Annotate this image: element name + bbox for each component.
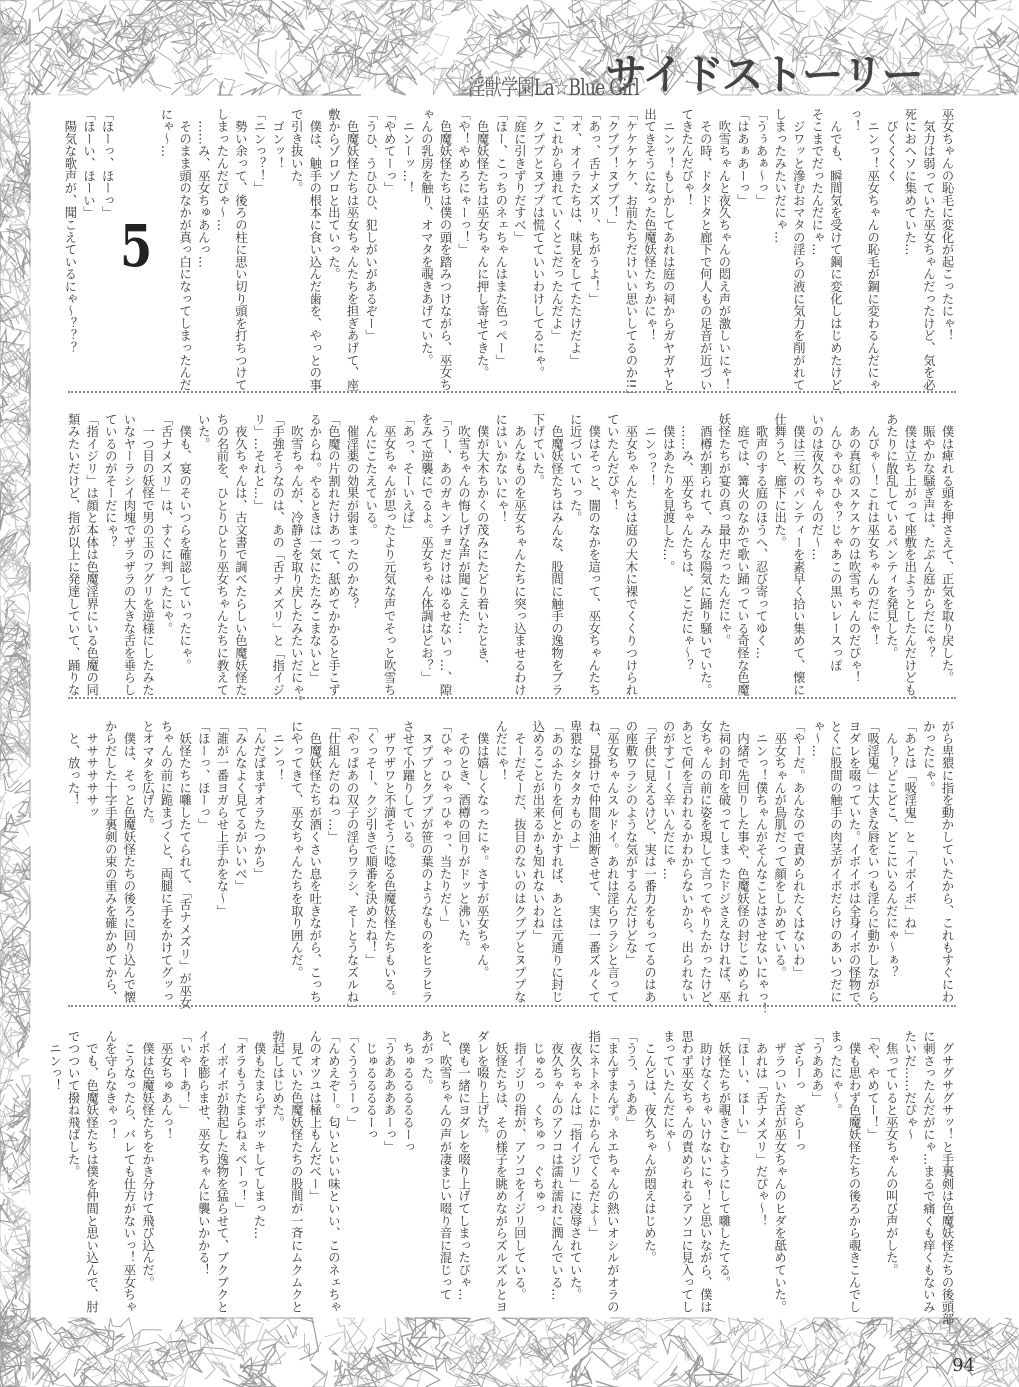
text-column: いなヤーラシイ肉塊でザラザラの大きな舌を垂らし (121, 413, 136, 696)
text-block-4 (47, 1030, 956, 1326)
text-column: 見ていた色魔妖怪たちの股間が一斉にムクムクと (289, 1030, 304, 1313)
text-column: あがった。 (419, 1030, 434, 1092)
text-column: んひゃひゃひゃ？じゃあこの黒いレースっぽ (828, 413, 843, 672)
text-column: 「ケケケケケ、お前たちだけいい思いしてるのか!!」 (623, 108, 638, 401)
text-column: 「まんずまんず。ネエちゃんの熱いオシルがオラの (605, 1030, 620, 1313)
text-column: 色魔妖怪たちは巫女ちゃんに押し寄せてきた。 (475, 108, 490, 379)
text-column: 巫女ちゃんの恥毛に変化が起こったにゃ！ (940, 108, 954, 342)
text-column: ていたんだぴゃ！ (605, 413, 620, 512)
text-column: 「舌ナメズリ」は、すぐに判ったにゃ。 (159, 413, 174, 635)
text-column: で引き抜いた。 (289, 108, 304, 195)
text-column: 催淫薬の効果が弱まったのかな？ (345, 413, 359, 610)
text-column: 類みたいだけど、指が以上に発達していて、踊りな (66, 413, 81, 696)
text-column: っ！ (847, 108, 862, 133)
text-column: ニンっ！ (47, 1030, 62, 1092)
text-column: 指にネトネトにからんでくるだよ〜」 (586, 1030, 601, 1240)
text-column: 色魔妖怪たちが酒くさい息を吐きながら、こっち (307, 720, 322, 1003)
text-column: ゃんにこたえている。 (363, 413, 378, 536)
text-column: 陽気な歌声が、聞こえているにゃ〜？？？ (62, 108, 77, 354)
text-column: あとで何を言われるかわからないから、出られない (679, 720, 694, 1003)
text-column: 仕舞うと、廊下に出た。 (772, 413, 787, 549)
text-column: ……み、巫女ちゃんたちは、どこだにゃ〜？ (679, 413, 694, 672)
text-column: 庭では、篝火のなかで歌い踊っている奇怪な色魔 (735, 413, 750, 696)
text-column: まったにゃ〜。 (828, 1030, 843, 1117)
text-column: 「吸淫鬼」は大きな唇をいつも淫らに動かしながら (865, 720, 880, 1003)
text-column: ニンッ！もしかしてあれは庭の祠からガヤガヤと (661, 108, 676, 391)
text-column: るからね。やるときは一気にたたみこまないと」 (307, 413, 322, 684)
text-column: と、放った！ (66, 720, 81, 807)
text-column: と、吹雪ちゃんの声が凄まじい啜り音に混じって (437, 1030, 452, 1301)
text-column: イボイボが勃起した逸物を猛らせて、ブクブクと (214, 1030, 229, 1313)
text-column: 酒樽が割られて、みんな陽気に踊り騒いでいた。 (698, 413, 713, 696)
text-column: 僕も、宴のそいつらを確認していったにゃ。 (177, 413, 192, 672)
text-column: 指イジリの指が、アソコをイジリ回している。 (512, 1030, 527, 1301)
text-column: 僕は色魔妖怪たちをかき分けて飛び込んだ。 (140, 1030, 155, 1289)
text-column: をみて逆襲にでるよ。巫女ちゃん体調はどお？」 (419, 413, 434, 684)
text-column: 「クププ！ヌププ！」 (605, 108, 620, 231)
text-column: そのとき、酒樽の回りがドッと沸いた。 (456, 720, 471, 954)
text-column: にはいかないにゃ！ (493, 413, 508, 524)
text-column: ちゅるるるるるーっ (400, 1030, 415, 1153)
text-column: 「ほー、こっちのネェちゃんはまた色っぺー」 (493, 108, 508, 367)
text-column: ぴくくくく (884, 108, 899, 182)
text-column: そこまでだったんだにゃ… (809, 108, 824, 256)
text-column: の座敷ワラシのような気がするんだけどな」 (623, 720, 638, 966)
text-column: ヨダレを啜っていた。イボイボは全身イボの怪物で、 (847, 720, 862, 1016)
text-column: 内緒で先回りした事や、色魔妖怪の封じこめられ (735, 720, 750, 1003)
text-column: 歌声のする庭のほうへ、忍び寄ってゆく… (754, 413, 769, 659)
page-header (420, 42, 922, 102)
text-column: 焦っていると巫女ちゃんの叫び声がした。 (884, 1030, 899, 1276)
text-column: にゃ〜… (159, 108, 174, 158)
text-column: 下げていた。 (530, 413, 545, 487)
text-column: ジワッと滲むおマタの淫らの液に気力を削がれて (791, 108, 806, 391)
text-column: そーだそーだ、抜目のないのはクププとヌププな (512, 720, 527, 1003)
text-column: とくに股間の触手の肉茎がイボだらけのあいつだに (828, 720, 843, 1003)
text-column: 吹雪ちゃんと夜久ちゃんの悶え声が激しいにゃ！ (716, 108, 731, 391)
text-block-2 (66, 413, 956, 709)
text-column: 「指イジリ」は顔と本体は色魔淫界にいる色魔の同 (84, 413, 99, 696)
text-column: 「巫女ちゃんスルドイ。あれは淫らワラシと言って (605, 720, 620, 1003)
text-column: に近づいていった。 (568, 413, 583, 524)
text-column: んだにゃ！ (493, 720, 508, 782)
text-column: 「ひゃっひゃっひゃっ、当たりだ〜」 (437, 720, 452, 930)
text-column: 僕は痺れる頭を押さえて、正気を取り戻した。 (940, 413, 954, 684)
text-column: たいだ……だぴゃ〜 (902, 1030, 917, 1141)
text-column: じゅるっ くちゅっ ぐちゅっ (530, 1030, 545, 1215)
text-column: でも、色魔妖怪たちは僕を仲間と思い込んで、肘 (84, 1030, 99, 1313)
text-column: 「あのふたりを何とかすれば、あとは元通りに封じ (549, 720, 564, 1003)
text-column: グサグサグサッ！と手裏剣は色魔妖怪たちの後頭部 (940, 1030, 954, 1326)
text-column: 「や！やめろにゃーっ！」 (456, 108, 471, 256)
text-column: ダレを啜り上げた。 (475, 1030, 490, 1141)
text-column: クププとヌププは慌てていいわけしてるにゃ。 (530, 108, 545, 379)
chapter-heading (116, 108, 156, 383)
text-column: 僕はあたりを見渡した…。 (661, 413, 676, 573)
text-column: あの真紅のスケスケのは吹雪ちゃんのだぴゃ！ (847, 413, 862, 684)
text-column: 僕は嬉しくなったにゃ。さすが巫女ちゃん。 (475, 720, 490, 979)
text-column: 妖怪たちが覗きこむようにして囃したてる。 (716, 1030, 731, 1289)
text-column: た祠の封印を破ってしまったドジさえなければ、巫 (716, 720, 731, 1003)
text-column: 妖怪たちに囃したてられて、「舌ナメズリ」が巫女 (177, 720, 192, 1010)
text-column: 夜久ちゃんは、古文書で調べたらしい色魔妖怪た (233, 413, 248, 696)
text-column: ニンっ！巫女ちゃんの恥毛が鋼に変わるんだにゃ (865, 108, 880, 391)
text-column: 僕はそっと、闇のなかを這って、巫女ちゃんたち (586, 413, 601, 696)
text-column: いのは夜久ちゃんのだ〜… (809, 413, 824, 561)
text-column: 巫女ちゃんたちは庭の大木に裸でくくりつけられ (623, 413, 638, 696)
text-column: んを守らなきゃっ！ (103, 1030, 118, 1141)
text-column: 巫女ちゃんが鳥肌だって顔をしかめている。 (772, 720, 787, 979)
text-column: がら卑猥に指を動かしていたから、これもすぐにわ (940, 720, 954, 1003)
page-number: 94 (952, 1355, 975, 1376)
text-column: ちゃんの前に跪まづくと、両腿に手をかけてグッっ (159, 720, 174, 1003)
text-column: 「色魔の片割れだけあって、舐めてかかると手こず (326, 413, 341, 696)
text-column: 僕は三枚のパンティーを素早く拾い集めて、懐に (791, 413, 806, 696)
text-column: 色魔妖怪たちは僕の頭を踏みつけながら、巫女ち (437, 108, 452, 391)
text-column: 「ほーい、ほーい」 (735, 1030, 750, 1141)
text-column: 「うー、あのガキンチョだけはゆるせないっ…、隙 (437, 413, 452, 696)
text-column: 「やめてーっ」 (382, 108, 397, 195)
text-column: 「うあああ」 (809, 1030, 824, 1104)
text-column: 「子供に見えるけど、実は一番力をもってるのはあ (642, 720, 657, 1003)
text-column: 「はあぁあーっ」 (735, 108, 750, 207)
text-column: ザラついた舌が巫女ちゃんのヒダを舐めていた。 (772, 1030, 787, 1313)
dotted-separator (68, 1005, 956, 1007)
text-column: 「オ、オイラたちは、味見をしてたたけだよ」 (568, 108, 583, 367)
text-column: 「ニンっ？！」 (252, 108, 267, 195)
text-column: 吹雪ちゃんが、冷静さを取り戻したみたいだにゃ。 (289, 413, 304, 709)
text-block-3 (66, 720, 956, 1016)
text-column: 色魔妖怪たちは巫女ちゃんたちを担ぎあげて、座 (345, 108, 359, 391)
text-column: 「やーだ。あんなので責められたくはないわ」 (791, 720, 806, 979)
text-column: 色魔妖怪たちはみんな、股間に触手の逸物をブラ (549, 413, 564, 696)
text-column: ゃんの乳房を触り、オマタを覗きあげていた。 (419, 108, 434, 367)
text-column: 「庭に引きずりだすべ」 (512, 108, 527, 244)
text-column: 「手強そうなのは、あの「舌ナメズリ」と「指イジ (270, 413, 285, 696)
text-column: 僕も一緒にヨダレを啜り上げてしまったぴゃ… (456, 1030, 471, 1301)
text-column: 「くっそー、クジ引きで順番を決めたね！」 (363, 720, 378, 966)
series-title: 淫獣学園La☆Blue Girl (468, 76, 639, 101)
text-column: あれは「舌ナメズリ」だぴゃ〜！ (754, 1030, 769, 1227)
text-column: 気力は弱っていた巫女ちゃんだったけど、気を必 (921, 108, 936, 391)
text-column: 吹雪ちゃんの悔しげな声が聞こえた… (456, 413, 471, 635)
text-column: ざらーっ ざらーっ (791, 1030, 806, 1153)
text-column: 僕は、そっと色魔妖怪たちの後ろに回り込んで懐 (121, 720, 136, 1003)
text-column: 勢い余って、後ろの柱に思い切り頭を打ちつけて (233, 108, 248, 391)
text-column: 「うひ、うひひひ、犯しがいがあるぞー」 (363, 108, 378, 342)
header-subtitle: サイドストーリー (605, 50, 922, 99)
text-column: 助けなくちゃいけないにゃ！と思いながら、僕は (698, 1030, 713, 1313)
text-column: 僕も思わず色魔妖怪たちの後ろから覗きこんでし (847, 1030, 862, 1313)
text-column: ニンっ！僕ちゃんがそんなことはさせないにゃっ！ (754, 720, 769, 1016)
text-column: 僕は立ち上がって座敷を出ようとしたんだけども、 (902, 413, 917, 709)
text-column: 夜久ちゃんは「指イジリ」に凌辱されていた。 (568, 1030, 583, 1301)
text-column: じゅるるるるーっ (363, 1030, 378, 1141)
text-column: とオマタを広げた。 (140, 720, 155, 831)
text-column: 女ちゃんの前に姿を現して言ってやりたかったけど、 (698, 720, 713, 1016)
text-column: 勃起しはじめた。 (270, 1030, 285, 1129)
text-column: 巫女ちゃんが思ったより元気な声でそっと吹雪ち (382, 413, 397, 696)
text-column: ザワザワと不満そうに唸る色魔妖怪たちもいる。 (382, 720, 397, 1003)
text-column: ……み、巫女ちゅあんっ… (196, 108, 211, 268)
text-column: その時、ドタドタと廊下で何人もの足音が近づい (698, 108, 713, 391)
text-column: 「くうううーっ」 (345, 1030, 359, 1129)
text-column: にやってきて、巫女ちゃんたちを取り囲んだ。 (289, 720, 304, 979)
text-column: んー？どこどこ、どこにいるんだにゃ〜ぁ？ (884, 720, 899, 979)
text-column: 「や、やめてー！」 (865, 1030, 880, 1141)
text-column: 夜久ちゃんのアソコは濡れ濡れに潤んでいる… (549, 1030, 564, 1301)
text-column: 「ほーい、ほーい」 (81, 108, 96, 219)
text-column: 僕は、触手の根本に食い込んだ歯を、やっとの事 (307, 108, 322, 391)
text-column: リ」…それと…」 (252, 413, 267, 512)
text-column: んでも、瞬間気を受けて鋼に変化しはじめたけど、 (828, 108, 843, 404)
text-column: 「やっぱあの双子の淫らワラシ、そーとうなズルね」 (345, 720, 359, 1016)
text-column: 妖怪たちが宴の真っ最中だったんだにゃ。 (716, 413, 731, 647)
text-column: ヌププとクププが笹の葉のようなものをヒラヒラ (419, 720, 434, 1003)
text-column: ちの名前を、ひとりひとり巫女ちゃんたちに教えて (214, 413, 229, 696)
text-column: 「みんなよく見てるがいいべ」 (233, 720, 248, 893)
text-column: 「ほーっ、ほーっ」 (100, 108, 115, 219)
text-column: ゃ〜… (809, 720, 824, 757)
text-block-1 (62, 108, 956, 404)
text-column: からだした十字手裏剣の束の重みを確かめてから、 (103, 720, 118, 1003)
text-column: てきたんだぴゃ！ (679, 108, 694, 207)
text-column: しまったみたいだにゃ… (772, 108, 787, 244)
text-column: ニンーッ…！ (400, 108, 415, 195)
text-column: こんどは、夜久ちゃんが悶えはじめた。 (642, 1030, 657, 1264)
dotted-separator (68, 391, 956, 393)
text-column: 「んだばまずオラたつから」 (252, 720, 267, 880)
text-column: 思わず巫女ちゃんの責められるアソコに見入ってし (679, 1030, 694, 1313)
text-column: 「うあああああーっ」 (382, 1030, 397, 1153)
text-column: かったにゃ。 (921, 720, 936, 794)
text-column: 「いやーあ！」 (177, 1030, 192, 1117)
text-column: んぴゃ〜！これは巫女ちゃんのだにゃ！ (865, 413, 880, 647)
text-column: 卑猥なシタタカものよ」 (568, 720, 583, 856)
text-column: まっていたんだにゃ〜 (661, 1030, 676, 1153)
text-column: させて小躍りしている。 (400, 720, 415, 856)
text-column: そのまま頭のなかが真っ白になってしまったんだ (177, 108, 192, 391)
text-column: こうなったら、バレても仕方がないっ！巫女ちゃ (121, 1030, 136, 1313)
text-column: 賑やかな騒ぎ声は、たぶん庭からだにゃ？ (921, 413, 936, 659)
text-column: ササササササッ (84, 720, 99, 819)
text-column: 「仕組んだのねっ…」 (326, 720, 341, 843)
text-column: 死におヘソに集めていた… (902, 108, 917, 256)
text-column: 「オラもうたまらねぇべーっ！」 (233, 1030, 248, 1215)
chapter-number: 5 (120, 211, 153, 280)
text-column: 「あっ、舌ナメズリ、ちがうよ！」 (586, 108, 601, 305)
text-column: 「これから連れていくとこだったんだよ」 (549, 108, 564, 342)
text-column: いた。 (196, 413, 211, 450)
text-column: しまったんだぴゃ〜… (214, 108, 229, 231)
text-column: ニンっ！ (270, 720, 285, 782)
text-column: でつついて撥ね飛ばした。 (66, 1030, 81, 1178)
text-column: 「うぅあぁ〜っ」 (754, 108, 769, 207)
text-column: 僕が大木ちかくの茂みにたどり着いたとき、 (475, 413, 490, 672)
text-column: 敷からゾロゾロと出ていった。 (326, 108, 341, 281)
text-column: 巫女ちゅあんっ！ (159, 1030, 174, 1141)
text-column: 「ほーっ、ほーっ」 (196, 720, 211, 831)
text-column: ゴンッ！ (270, 108, 285, 170)
text-column: 「あっ、そーいえば」 (400, 413, 415, 536)
text-column: ているのがそーだにゃ？ (103, 413, 118, 549)
text-column: 「誰が一番ヨガらせ上手かをな〜」 (214, 720, 229, 917)
text-column: のがすごーく辛いんだにゃ… (661, 720, 676, 880)
text-column: あんなものを巫女ちゃんたちに突っ込ませるわけ (512, 413, 527, 696)
text-column: 僕もたまらずボッキしてしまった… (252, 1030, 267, 1240)
text-column: あたりに散乱しているパンティを発見した。 (884, 413, 899, 659)
text-column: 妖怪たちは、その様子を眺めながらズルズルとヨ (493, 1030, 508, 1313)
text-column: 「んめえぞー。匂いといい味といい、このネェちゃ (326, 1030, 341, 1313)
dotted-separator (68, 697, 956, 699)
text-column: 出てきそうになった色魔妖怪たちかにゃ！ (642, 108, 657, 342)
text-column: イボを膨らませ、巫女ちゃんに襲いかかる！ (196, 1030, 211, 1276)
text-column: んのオツユは極上もんだべー」 (307, 1030, 322, 1203)
text-column: ね、見掛けで仲間を油断させて、実は一番ズルくて (586, 720, 601, 1003)
text-column: ニンっ？！ (642, 413, 657, 487)
text-column: 一つ目の妖怪で男の玉のフグリを逆様にしたみた (140, 413, 155, 696)
text-column: に刺さったんだがにゃ…まるで痛くも痒くもないみ (921, 1030, 936, 1313)
text-column: 「あとは「吸淫鬼」と「イボイボ」ね」 (902, 720, 917, 942)
text-column: 「うう、うああ」 (623, 1030, 638, 1129)
text-column: 込めることが出来るかも知れないわね」 (530, 720, 545, 942)
